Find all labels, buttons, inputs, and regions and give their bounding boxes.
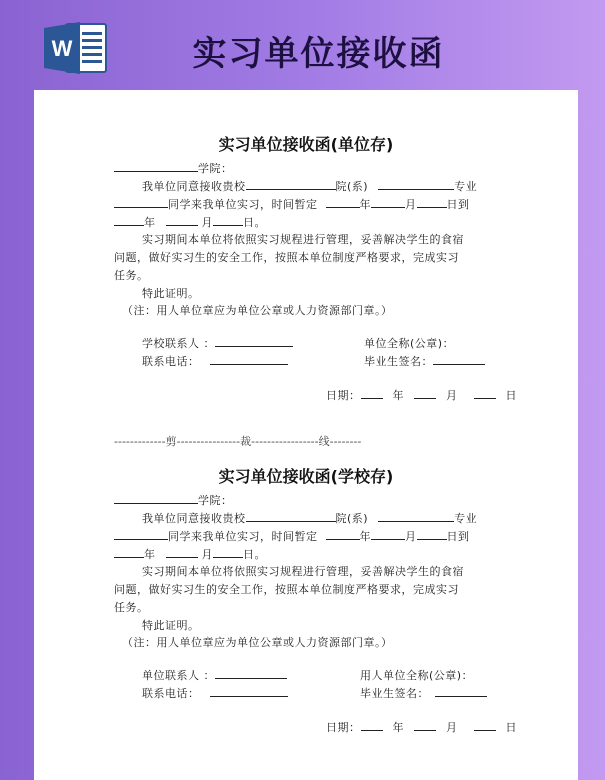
form-title: 实习单位接收函(单位存): [218, 135, 394, 154]
date-line: 日期： 年 月 日: [326, 389, 517, 402]
phone-line: 联系电话：: [142, 353, 288, 369]
word-icon-letter: W: [51, 36, 73, 61]
date-day-blank[interactable]: [474, 719, 496, 731]
paragraph-2: 同学来我单位实习，时间暂定 年 月 日到: [114, 528, 470, 544]
end-month-blank[interactable]: [166, 214, 198, 226]
date-day-blank[interactable]: [474, 387, 496, 399]
form-title: 实习单位接收函(学校存): [218, 467, 394, 486]
phone-line: 联系电话：: [142, 685, 288, 701]
phone-blank[interactable]: [210, 685, 288, 697]
paragraph-1: 我单位同意接收贵校 院(系) 专业: [142, 512, 478, 525]
signature-blank[interactable]: [435, 685, 487, 697]
major-blank[interactable]: [378, 510, 454, 522]
contact-blank[interactable]: [215, 335, 293, 347]
contact-line: 学校联系人 ：: [142, 335, 293, 351]
school-blank[interactable]: [246, 178, 336, 190]
date-line: 日期： 年 月 日: [326, 721, 517, 734]
note-text: （注：用人单位章应为单位公章或人力资源部门章。）: [122, 304, 393, 317]
end-year-blank[interactable]: [114, 546, 144, 558]
start-day-blank[interactable]: [417, 528, 447, 540]
unit-name-line: 用人单位全称(公章)：: [360, 669, 474, 682]
proof-text: 特此证明。: [142, 619, 200, 632]
date-month-blank[interactable]: [414, 387, 436, 399]
start-month-blank[interactable]: [371, 196, 405, 208]
paragraph-3-line-1: 实习期间本单位将依照实习规程进行管理，妥善解决学生的食宿: [142, 233, 464, 246]
end-day-blank[interactable]: [213, 546, 243, 558]
college-line: 学院：: [114, 492, 233, 508]
paragraph-3-line-2: 问题，做好实习生的安全工作，按照本单位制度严格要求，完成实习: [114, 251, 459, 264]
end-year-blank[interactable]: [114, 214, 144, 226]
note-text: （注：用人单位章应为单位公章或人力资源部门章。）: [122, 636, 393, 649]
contact-blank[interactable]: [215, 667, 287, 679]
unit-name-line: 单位全称(公章)：: [364, 337, 455, 350]
paragraph-3-line-3: 任务。: [114, 269, 149, 282]
end-day-blank[interactable]: [213, 214, 243, 226]
start-day-blank[interactable]: [417, 196, 447, 208]
student-name-blank[interactable]: [114, 528, 168, 540]
paragraph-1: 我单位同意接收贵校 院(系) 专业: [142, 180, 478, 193]
header-banner: [0, 0, 605, 90]
paragraph-3-line-1: 实习期间本单位将依照实习规程进行管理，妥善解决学生的食宿: [142, 565, 464, 578]
signature-line: 毕业生签名：: [360, 685, 487, 701]
phone-blank[interactable]: [210, 353, 288, 365]
date-year-blank[interactable]: [361, 387, 383, 399]
contact-line: 单位联系人 ：: [142, 667, 287, 683]
proof-text: 特此证明。: [142, 287, 200, 300]
banner-title: 实习单位接收函: [192, 34, 445, 74]
paragraph-2: 同学来我单位实习，时间暂定 年 月 日到: [114, 196, 470, 212]
college-blank[interactable]: [114, 160, 198, 172]
signature-blank[interactable]: [433, 353, 485, 365]
paragraph-2-cont: 年 月 日。: [114, 546, 266, 562]
date-month-blank[interactable]: [414, 719, 436, 731]
end-month-blank[interactable]: [166, 546, 198, 558]
paragraph-2-cont: 年 月 日。: [114, 214, 266, 230]
date-year-blank[interactable]: [361, 719, 383, 731]
school-blank[interactable]: [246, 510, 336, 522]
major-blank[interactable]: [378, 178, 454, 190]
paragraph-3-line-3: 任务。: [114, 601, 149, 614]
college-line: 学院：: [114, 160, 233, 176]
cut-line: -------------剪----------------裁-----------------线--------: [114, 435, 362, 448]
start-year-blank[interactable]: [326, 196, 360, 208]
college-blank[interactable]: [114, 492, 198, 504]
student-name-blank[interactable]: [114, 196, 168, 208]
signature-line: 毕业生签名：: [364, 353, 485, 369]
start-year-blank[interactable]: [326, 528, 360, 540]
paragraph-3-line-2: 问题，做好实习生的安全工作，按照本单位制度严格要求，完成实习: [114, 583, 459, 596]
start-month-blank[interactable]: [371, 528, 405, 540]
document-page: [34, 90, 578, 780]
